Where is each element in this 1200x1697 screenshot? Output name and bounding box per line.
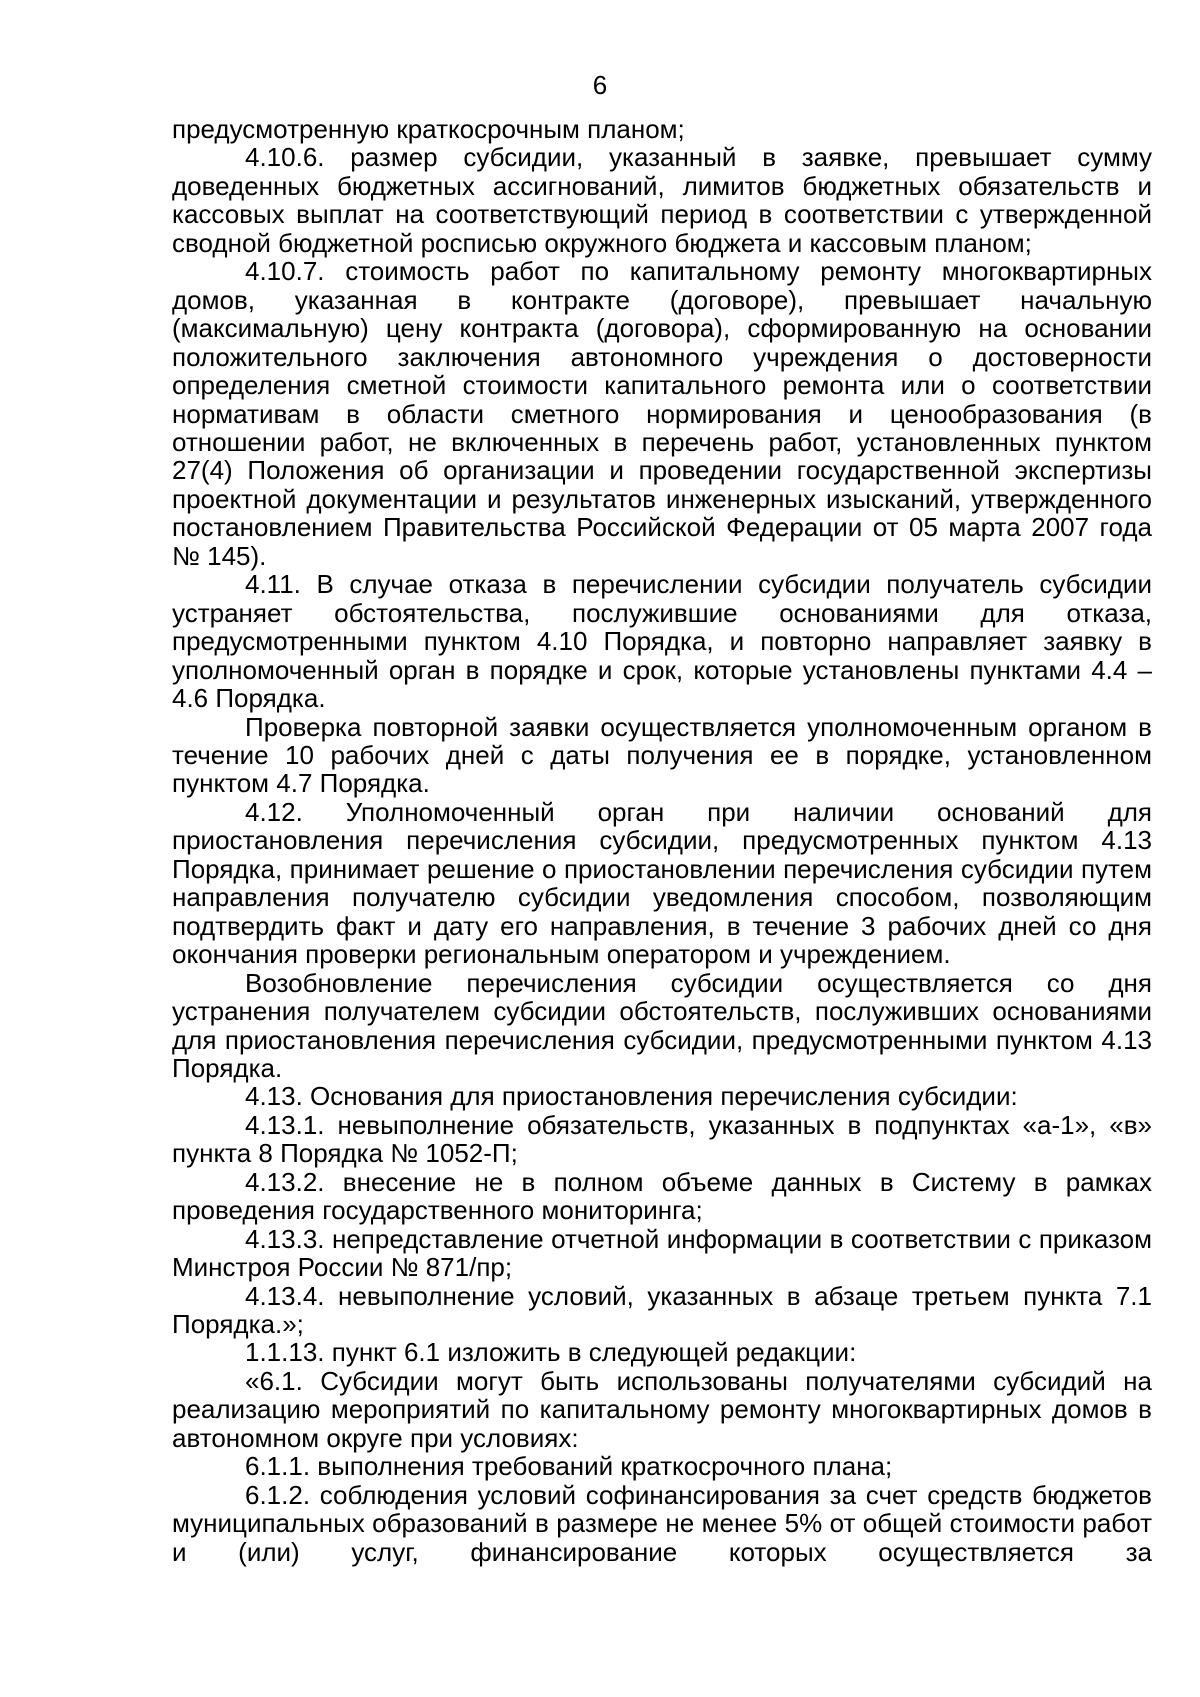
- document-body: [172, 115, 1152, 1566]
- paragraph-6-1-1: 6.1.1. выполнения требований краткосрочного плана;: [245, 1451, 893, 1482]
- paragraph-6-1: «6.1. Субсидии могут быть использованы получателями субсидий на реализацию мероприятий по капитальному ремонту многоквартирных домов в автономном округе при условиях:: [172, 1365, 1152, 1453]
- paragraph-4-12: 4.12. Уполномоченный орган при наличии оснований для приостановления перечисления субсидии, предусмотренных пунктом 4.13 Порядка, принимает решение о приостановлении перечисления субсидии путем направления получателю субсидии уведомления способом, позволяющим подтвердить факт и дату его направления, в течение 3 рабочих дней со дня окончания проверки региональным оператором и учреждением.: [172, 796, 1152, 970]
- paragraph-1-1-13: 1.1.13. пункт 6.1 изложить в следующей редакции:: [245, 1337, 857, 1368]
- paragraph-4-13-2: 4.13.2. внесение не в полном объеме данных в Систему в рамках проведения государственного мониторинга;: [172, 1166, 1152, 1226]
- paragraph-4-13-3: 4.13.3. непредставление отчетной информации в соответствии с приказом Минстроя России № 871/пр;: [172, 1223, 1152, 1283]
- paragraph-4-10-6: 4.10.6. размер субсидии, указанный в заявке, превышает сумму доведенных бюджетных ассигнований, лимитов бюджетных обязательств и кассовых выплат на соответствующий период в соответствии с утвержденной сводной бюджетной росписью окружного бюджета и кассовым планом;: [172, 142, 1152, 258]
- paragraph-repeat-check: Проверка повторной заявки осуществляется уполномоченным органом в течение 10 рабочих дней с даты получения ее в порядке, установленном пунктом 4.7 Порядка.: [172, 711, 1152, 799]
- paragraph-4-13-1: 4.13.1. невыполнение обязательств, указанных в подпунктах «а-1», «в» пункта 8 Порядка № 1052-П;: [172, 1109, 1152, 1169]
- paragraph-4-13-4: 4.13.4. невыполнение условий, указанных в абзаце третьем пункта 7.1 Порядка.»;: [172, 1280, 1152, 1340]
- paragraph-4-10-7: 4.10.7. стоимость работ по капитальному ремонту многоквартирных домов, указанная в контракте (договоре), превышает начальную (максимальную) цену контракта (договора), сформированную на основании положительного заключения автономного учреждения о достоверности определения сметной стоимости капитального ремонта или о соответствии нормативам в области сметного нормирования и ценообразования (в отношении работ, не включенных в перечень работ, установленных пунктом 27(4) Положения об организации и проведении государственной экспертизы проектной документации и результатов инженерных изысканий, утвержденного постановлением Правительства Российской Федерации от 05 марта 2007 года № 145).: [172, 256, 1152, 571]
- paragraph-4-11: 4.11. В случае отказа в перечислении субсидии получатель субсидии устраняет обстоятельства, послужившие основаниями для отказа, предусмотренными пунктом 4.10 Порядка, и повторно направляет заявку в уполномоченный орган в порядке и срок, которые установлены пунктами 4.4 – 4.6 Порядка.: [172, 569, 1152, 714]
- paragraph-6-1-2: 6.1.2. соблюдения условий софинансирования за счет средств бюджетов муниципальных образований в размере не менее 5% от общей стоимости работ и (или) услуг, финансирование которых осуществляется за: [172, 1479, 1152, 1567]
- paragraph-1: предусмотренную краткосрочным планом;: [172, 114, 685, 144]
- page-number: 6: [592, 70, 608, 100]
- paragraph-4-13: 4.13. Основания для приостановления перечисления субсидии:: [245, 1081, 1018, 1112]
- paragraph-resumption: Возобновление перечисления субсидии осуществляется со дня устранения получателем субсидии обстоятельств, послуживших основаниями для приостановления перечисления субсидии, предусмотренными пунктом 4.13 Порядка.: [172, 967, 1152, 1083]
